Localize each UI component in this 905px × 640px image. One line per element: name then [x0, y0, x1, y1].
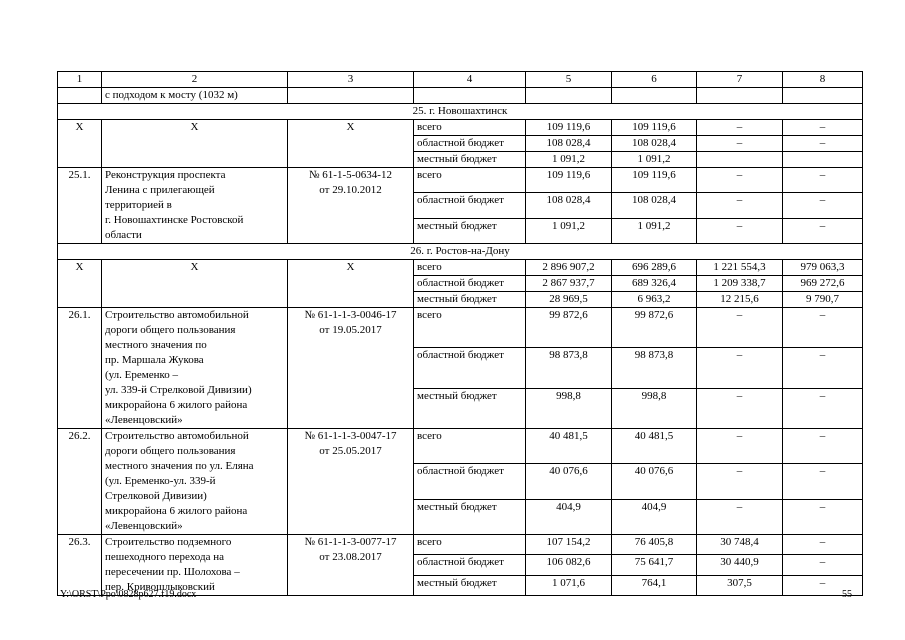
value-col6: 998,8: [612, 388, 697, 428]
value-col6: 109 119,6: [612, 120, 697, 136]
value-col5: 106 082,6: [526, 555, 612, 575]
text-line: местного значения по: [105, 339, 207, 351]
value-col6: 109 119,6: [612, 168, 697, 193]
value-col6: 98 873,8: [612, 348, 697, 388]
text-line: № 61-1-1-3-0077-17: [304, 536, 397, 548]
funding-type: всего: [414, 308, 526, 348]
funding-type: всего: [414, 120, 526, 136]
cell: [58, 88, 102, 104]
value-col5: 40 481,5: [526, 429, 612, 464]
header-cell: 5: [526, 72, 612, 88]
value-col7: –: [697, 348, 783, 388]
value-col8: 9 790,7: [783, 292, 863, 308]
value-col6: 108 028,4: [612, 136, 697, 152]
cell: [526, 88, 612, 104]
value-col8: –: [783, 120, 863, 136]
value-col7: 30 748,4: [697, 535, 783, 555]
value-col8: –: [783, 136, 863, 152]
funding-type: всего: [414, 168, 526, 193]
text-line: пер. Кривошлыковский: [105, 581, 215, 593]
object-name: [102, 168, 288, 244]
value-col5: 99 872,6: [526, 308, 612, 348]
table-row: [58, 535, 863, 555]
text-line: территорией в: [105, 199, 172, 211]
header-row: [58, 72, 863, 88]
text-line: Ленина с прилегающей: [105, 184, 215, 196]
total-marker: Х: [58, 120, 102, 168]
value-col8: –: [783, 388, 863, 428]
value-col5: 108 028,4: [526, 193, 612, 218]
value-col7: 1 221 554,3: [697, 260, 783, 276]
item-number: 26.3.: [58, 535, 102, 596]
value-col5: 1 091,2: [526, 152, 612, 168]
value-col6: 6 963,2: [612, 292, 697, 308]
text-line: от 23.08.2017: [319, 551, 382, 563]
funding-type: местный бюджет: [414, 499, 526, 534]
total-marker: Х: [58, 260, 102, 308]
cell: [783, 88, 863, 104]
item-number: 26.1.: [58, 308, 102, 429]
value-col7: –: [697, 218, 783, 243]
text-line: Стрелковой Дивизии): [105, 490, 207, 502]
funding-type: местный бюджет: [414, 218, 526, 243]
text-line: микрорайона 6 жилого района: [105, 505, 248, 517]
funding-type: всего: [414, 429, 526, 464]
footer-file-path: Y:\ORST\Ppo\0828p627.f19.docx: [60, 589, 197, 600]
value-col6: 696 289,6: [612, 260, 697, 276]
value-col8: [783, 152, 863, 168]
value-col6: 1 091,2: [612, 218, 697, 243]
value-col6: 40 076,6: [612, 464, 697, 499]
funding-type: всего: [414, 535, 526, 555]
value-col5: 2 896 907,2: [526, 260, 612, 276]
text-line: пересечении пр. Шолохова –: [105, 566, 240, 578]
expertise-doc: [288, 308, 414, 429]
header-cell: 4: [414, 72, 526, 88]
value-col5: 1 091,2: [526, 218, 612, 243]
text-line: дороги общего пользования: [105, 324, 236, 336]
text-line: области: [105, 229, 142, 241]
header-cell: 2: [102, 72, 288, 88]
value-col5: 40 076,6: [526, 464, 612, 499]
funding-type: местный бюджет: [414, 388, 526, 428]
text-line: пр. Маршала Жукова: [105, 354, 204, 366]
value-col7: –: [697, 193, 783, 218]
footer-page-number: 55: [842, 589, 852, 600]
value-col8: –: [783, 429, 863, 464]
value-col7: –: [697, 499, 783, 534]
funding-type: местный бюджет: [414, 575, 526, 595]
table-row: [58, 120, 863, 136]
value-col8: –: [783, 555, 863, 575]
value-col8: –: [783, 348, 863, 388]
value-col7: –: [697, 168, 783, 193]
text-line: № 61-1-1-3-0047-17: [304, 430, 397, 442]
value-col7: –: [697, 136, 783, 152]
text-line: Строительство подземного: [105, 536, 232, 548]
funding-type: всего: [414, 260, 526, 276]
value-col6: 75 641,7: [612, 555, 697, 575]
table-body: [58, 72, 863, 596]
value-col6: 40 481,5: [612, 429, 697, 464]
value-col6: 764,1: [612, 575, 697, 595]
value-col8: –: [783, 168, 863, 193]
table-row: [58, 168, 863, 193]
object-name: с подходом к мосту (1032 м): [102, 88, 288, 104]
header-cell: 8: [783, 72, 863, 88]
value-col7: [697, 152, 783, 168]
value-col8: –: [783, 575, 863, 595]
funding-type: областной бюджет: [414, 193, 526, 218]
value-col7: 12 215,6: [697, 292, 783, 308]
text-line: от 29.10.2012: [319, 184, 382, 196]
text-line: дороги общего пользования: [105, 445, 236, 457]
value-col7: –: [697, 120, 783, 136]
total-marker: Х: [288, 120, 414, 168]
value-col7: 307,5: [697, 575, 783, 595]
text-line: № 61-1-5-0634-12: [309, 169, 392, 181]
header-cell: 3: [288, 72, 414, 88]
value-col8: –: [783, 218, 863, 243]
expertise-doc: [288, 168, 414, 244]
cell: [612, 88, 697, 104]
value-col6: 108 028,4: [612, 193, 697, 218]
total-marker: Х: [102, 260, 288, 308]
section-title: 26. г. Ростов-на-Дону: [58, 244, 863, 260]
value-col7: –: [697, 388, 783, 428]
section-row: [58, 104, 863, 120]
item-number: 26.2.: [58, 429, 102, 535]
value-col5: 2 867 937,7: [526, 276, 612, 292]
value-col8: 969 272,6: [783, 276, 863, 292]
total-marker: Х: [288, 260, 414, 308]
section-row: [58, 244, 863, 260]
value-col8: 979 063,3: [783, 260, 863, 276]
value-col6: 99 872,6: [612, 308, 697, 348]
value-col5: 107 154,2: [526, 535, 612, 555]
text-line: пешеходного перехода на: [105, 551, 224, 563]
header-cell: 6: [612, 72, 697, 88]
cell: [288, 88, 414, 104]
value-col5: 98 873,8: [526, 348, 612, 388]
text-line: микрорайона 6 жилого района: [105, 399, 248, 411]
cell: [414, 88, 526, 104]
value-col5: 1 071,6: [526, 575, 612, 595]
value-col5: 108 028,4: [526, 136, 612, 152]
funding-type: областной бюджет: [414, 276, 526, 292]
text-line: № 61-1-1-3-0046-17: [304, 309, 397, 321]
funding-type: местный бюджет: [414, 292, 526, 308]
text-line: (ул. Еременко –: [105, 369, 179, 381]
value-col8: –: [783, 535, 863, 555]
value-col6: 1 091,2: [612, 152, 697, 168]
section-title: 25. г. Новошахтинск: [58, 104, 863, 120]
value-col6: 404,9: [612, 499, 697, 534]
header-cell: 1: [58, 72, 102, 88]
value-col7: 1 209 338,7: [697, 276, 783, 292]
text-line: ул. 339-й Стрелковой Дивизии): [105, 384, 252, 396]
value-col8: –: [783, 464, 863, 499]
table-row: [58, 429, 863, 464]
object-name: [102, 535, 288, 596]
text-line: Строительство автомобильной: [105, 309, 249, 321]
funding-type: областной бюджет: [414, 348, 526, 388]
cell: [697, 88, 783, 104]
total-marker: Х: [102, 120, 288, 168]
text-line: местного значения по ул. Еляна: [105, 460, 254, 472]
budget-table: [57, 71, 863, 596]
value-col8: –: [783, 308, 863, 348]
value-col5: 109 119,6: [526, 120, 612, 136]
text-line: от 25.05.2017: [319, 445, 382, 457]
funding-type: областной бюджет: [414, 136, 526, 152]
value-col5: 404,9: [526, 499, 612, 534]
value-col7: –: [697, 308, 783, 348]
header-cell: 7: [697, 72, 783, 88]
funding-type: областной бюджет: [414, 464, 526, 499]
value-col8: –: [783, 193, 863, 218]
funding-type: областной бюджет: [414, 555, 526, 575]
expertise-doc: [288, 429, 414, 535]
value-col7: 30 440,9: [697, 555, 783, 575]
text-line: «Левенцовский»: [105, 520, 183, 532]
table-row: [58, 308, 863, 348]
value-col6: 76 405,8: [612, 535, 697, 555]
text-line: от 19.05.2017: [319, 324, 382, 336]
value-col7: –: [697, 464, 783, 499]
text-line: Реконструкция проспекта: [105, 169, 226, 181]
table-row: [58, 260, 863, 276]
text-line: г. Новошахтинске Ростовской: [105, 214, 244, 226]
text-line: «Левенцовский»: [105, 414, 183, 426]
value-col5: 998,8: [526, 388, 612, 428]
value-col8: –: [783, 499, 863, 534]
text-line: Строительство автомобильной: [105, 430, 249, 442]
value-col6: 689 326,4: [612, 276, 697, 292]
value-col7: –: [697, 429, 783, 464]
expertise-doc: [288, 535, 414, 596]
funding-type: местный бюджет: [414, 152, 526, 168]
object-name: [102, 308, 288, 429]
continuation-row: [58, 88, 863, 104]
item-number: 25.1.: [58, 168, 102, 244]
value-col5: 28 969,5: [526, 292, 612, 308]
value-col5: 109 119,6: [526, 168, 612, 193]
text-line: (ул. Еременко-ул. 339-й: [105, 475, 216, 487]
object-name: [102, 429, 288, 535]
